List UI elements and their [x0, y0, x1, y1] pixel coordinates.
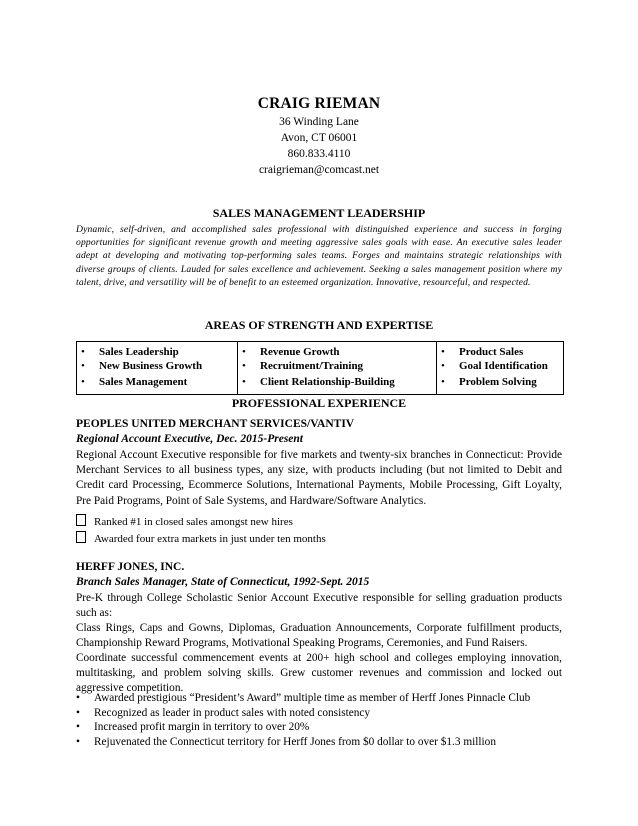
job-description: Regional Account Executive responsible for five markets and twenty-six branches in Connecticut: Provide Merchant Services to all business types, any size, with products including (but not limited to Debit and Credit card Processing, Ecommerce Solutions, International Payments, Mobile Processing, Gift Loyalty, Pre Paid Programs, Point of Sale Systems, and Hardware/Software Analytics.	[76, 449, 562, 507]
bullet-icon: •	[441, 360, 445, 372]
strength-item: • Sales Leadership	[81, 346, 179, 358]
job-company: PEOPLES UNITED MERCHANT SERVICES/VANTIV	[76, 418, 355, 430]
bullet-icon: •	[76, 692, 80, 704]
candidate-name: CRAIG RIEMAN	[257, 95, 381, 112]
checkbox-icon	[76, 531, 86, 543]
strengths-table	[76, 341, 564, 395]
bullet-icon: •	[81, 346, 85, 358]
achievement-item: • Awarded prestigious “President’s Award” multiple time as member of Herff Jones Pinnacle Club	[76, 692, 531, 704]
checkbox-icon	[76, 514, 86, 526]
strengths-column-2	[238, 342, 437, 395]
strength-item: • Product Sales	[441, 346, 524, 358]
email-address: craigrieman@comcast.net	[258, 164, 380, 176]
achievement-item: Ranked #1 in closed sales amongst new hires	[76, 514, 326, 531]
bullet-icon: •	[242, 360, 246, 372]
bullet-icon: •	[242, 346, 246, 358]
job-role: Regional Account Executive, Dec. 2015-Present	[76, 433, 303, 445]
achievement-item: • Increased profit margin in territory to over 20%	[76, 721, 310, 733]
bullet-icon: •	[76, 735, 80, 748]
achievement-item: • Rejuvenated the Connecticut territory for Herff Jones from $0 dollar to over $1.3 million	[76, 735, 496, 748]
bullet-icon: •	[242, 376, 246, 388]
strength-item: • Recruitment/Training	[242, 360, 364, 372]
job-description-intro: Pre-K through College Scholastic Senior Account Executive responsible for selling graduation products such as:	[76, 592, 562, 620]
bullet-icon: •	[441, 346, 445, 358]
address-line-2: Avon, CT 06001	[280, 132, 358, 144]
bullet-icon: •	[441, 376, 445, 388]
achievement-item: Awarded four extra markets in just under ten months	[76, 531, 326, 548]
job-role: Branch Sales Manager, State of Connecticut, 1992-Sept. 2015	[76, 576, 370, 588]
strength-item: • Problem Solving	[441, 376, 537, 388]
job-description-duties: Coordinate successful commencement events at 200+ high school and colleges employing innovation, multitasking, and problem solving skills. Grew customer revenues and commission and locked out aggressive competition.	[76, 652, 562, 695]
experience-heading: PROFESSIONAL EXPERIENCE	[231, 396, 407, 410]
strengths-column-3	[437, 342, 564, 395]
bullet-icon: •	[76, 706, 80, 719]
strength-item: • Client Relationship-Building	[242, 376, 395, 388]
bullet-icon: •	[76, 721, 80, 733]
job-company: HERFF JONES, INC.	[76, 561, 185, 573]
strengths-column-1	[77, 342, 238, 395]
strength-item: • Revenue Growth	[242, 346, 340, 358]
summary-heading: SALES MANAGEMENT LEADERSHIP	[212, 206, 426, 220]
job-achievements	[76, 514, 326, 548]
strengths-heading: AREAS OF STRENGTH AND EXPERTISE	[204, 318, 434, 332]
phone-number: 860.833.4110	[287, 148, 351, 160]
summary-text: Dynamic, self-driven, and accomplished sales professional with distinguished experience and success in forging opportunities for significant revenue growth and meeting aggressive sales goals with ease. An executive sales leader adept at developing and motivating top-performing sales teams. Forges and maintains strategic relationships with diverse groups of clients. Lauded for sales excellence and achievement. Seeking a sales management position where my talent, drive, and versatility will be of benefit to an esteemed organization. Innovative, resourceful, and respected.	[76, 224, 562, 288]
achievement-item: • Recognized as leader in product sales with noted consistency	[76, 706, 371, 719]
strength-item: • New Business Growth	[81, 360, 203, 372]
bullet-icon: •	[81, 376, 85, 388]
strength-item: • Sales Management	[81, 376, 188, 388]
strength-item: • Goal Identification	[441, 360, 548, 372]
bullet-icon: •	[81, 360, 85, 372]
address-line-1: 36 Winding Lane	[279, 116, 359, 128]
job-achievements	[76, 691, 566, 749]
job-description-products: Class Rings, Caps and Gowns, Diplomas, Graduation Announcements, Corporate fulfillment products, Championship Reward Programs, Motivational Speaking Programs, Ceremonies, and Fund Raisers.	[76, 622, 562, 650]
